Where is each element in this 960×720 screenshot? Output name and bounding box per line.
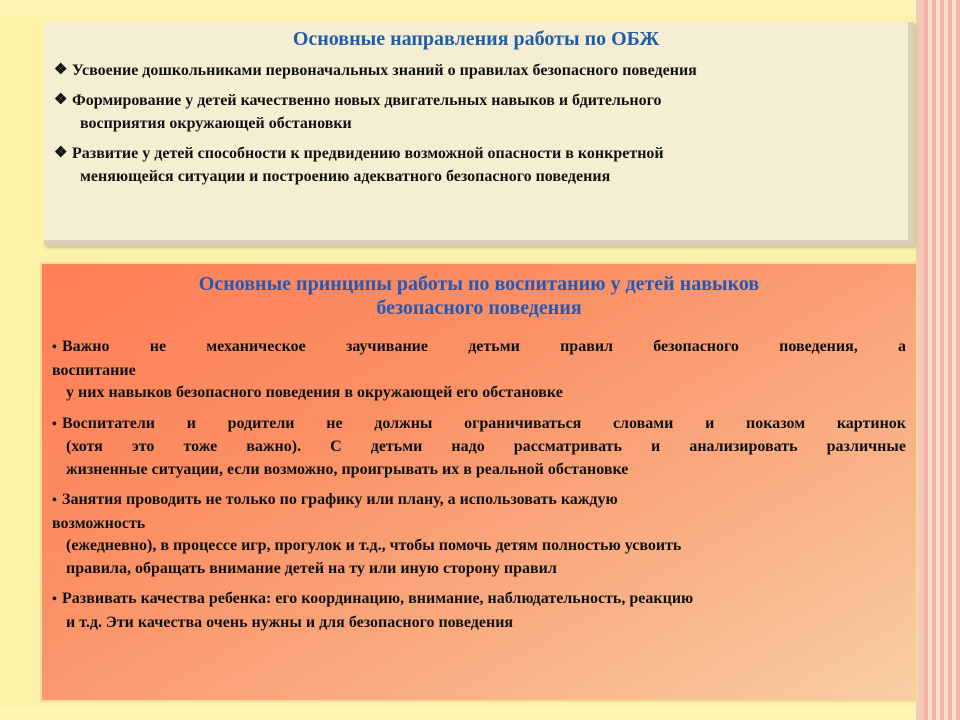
list-item-text: [72, 89, 898, 135]
list-item: [52, 588, 906, 634]
list-item-line: • Воспитатели и родители не должны ограничиваться словами и показом картинок: [52, 413, 906, 437]
list-item-line: (хотя это тоже важно). С детьми надо рассматривать и анализировать различные: [66, 438, 906, 455]
principles-title-line: безопасного поведения: [376, 297, 582, 319]
bullet-icon: •: [52, 416, 57, 432]
diamond-icon: ❖: [54, 62, 68, 78]
directions-panel: [44, 22, 914, 246]
list-item-line: (ежедневно), в процессе игр, прогулок и т.д., чтобы помочь детям полностью усвоить: [66, 537, 682, 554]
bullet-icon: •: [52, 592, 57, 607]
list-item-text: [72, 142, 898, 188]
list-item: [52, 489, 906, 580]
list-item-line: • Важно не механическое заучивание детьми правил безопасного поведения, а: [52, 336, 906, 360]
top-background-band: [0, 0, 916, 16]
list-item-line: и т.д. Эти качества очень нужны и для безопасного поведения: [66, 613, 514, 631]
list-item-text: [72, 59, 898, 82]
list-item-line: у них навыков безопасного поведения в окружающей его обстановке: [66, 384, 563, 401]
list-item-line: Формирование у детей качественно новых двигательных навыков и бдительного: [72, 92, 662, 109]
list-item-line: Усвоение дошкольниками первоначальных знаний о правилах безопасного поведения: [72, 62, 697, 79]
list-item-line: восприятия окружающей обстановки: [80, 115, 352, 132]
list-item-line: жизненные ситуации, если возможно, проигрывать их в реальной обстановке: [66, 460, 629, 478]
bullet-icon: •: [52, 493, 57, 508]
list-item-line: меняющейся ситуации и построению адекватного безопасного поведения: [80, 168, 611, 185]
list-item: [54, 142, 898, 188]
diamond-icon: ❖: [54, 145, 68, 161]
principles-list: [52, 336, 906, 634]
list-item: [52, 336, 906, 405]
list-item-line: • Занятия проводить не только по графику или плану, а использовать каждую: [52, 489, 906, 513]
list-item: [54, 89, 898, 135]
bullet-icon: •: [52, 340, 57, 355]
principles-title-line: Основные принципы работы по воспитанию у детей навыков: [198, 273, 760, 295]
list-item-line: Развитие у детей способности к предвидению возможной опасности в конкретной: [72, 145, 664, 162]
diamond-icon: ❖: [54, 92, 68, 108]
list-item-line: правила, обращать внимание детей на ту или иную сторону правил: [66, 559, 557, 577]
list-item-line: возможность: [52, 514, 146, 532]
directions-list: [44, 59, 908, 188]
decorative-stripes: [916, 0, 960, 720]
list-item: [52, 413, 906, 482]
directions-title: Основные направления работы по ОБЖ: [292, 28, 660, 50]
principles-title: [52, 272, 906, 320]
bottom-background-band: [0, 706, 916, 720]
list-item: [54, 59, 898, 82]
principles-panel: [40, 262, 918, 702]
list-item-line: воспитание: [52, 361, 136, 379]
list-item-line: • Развивать качества ребенка: его координацию, внимание, наблюдательность, реакцию: [52, 588, 906, 612]
